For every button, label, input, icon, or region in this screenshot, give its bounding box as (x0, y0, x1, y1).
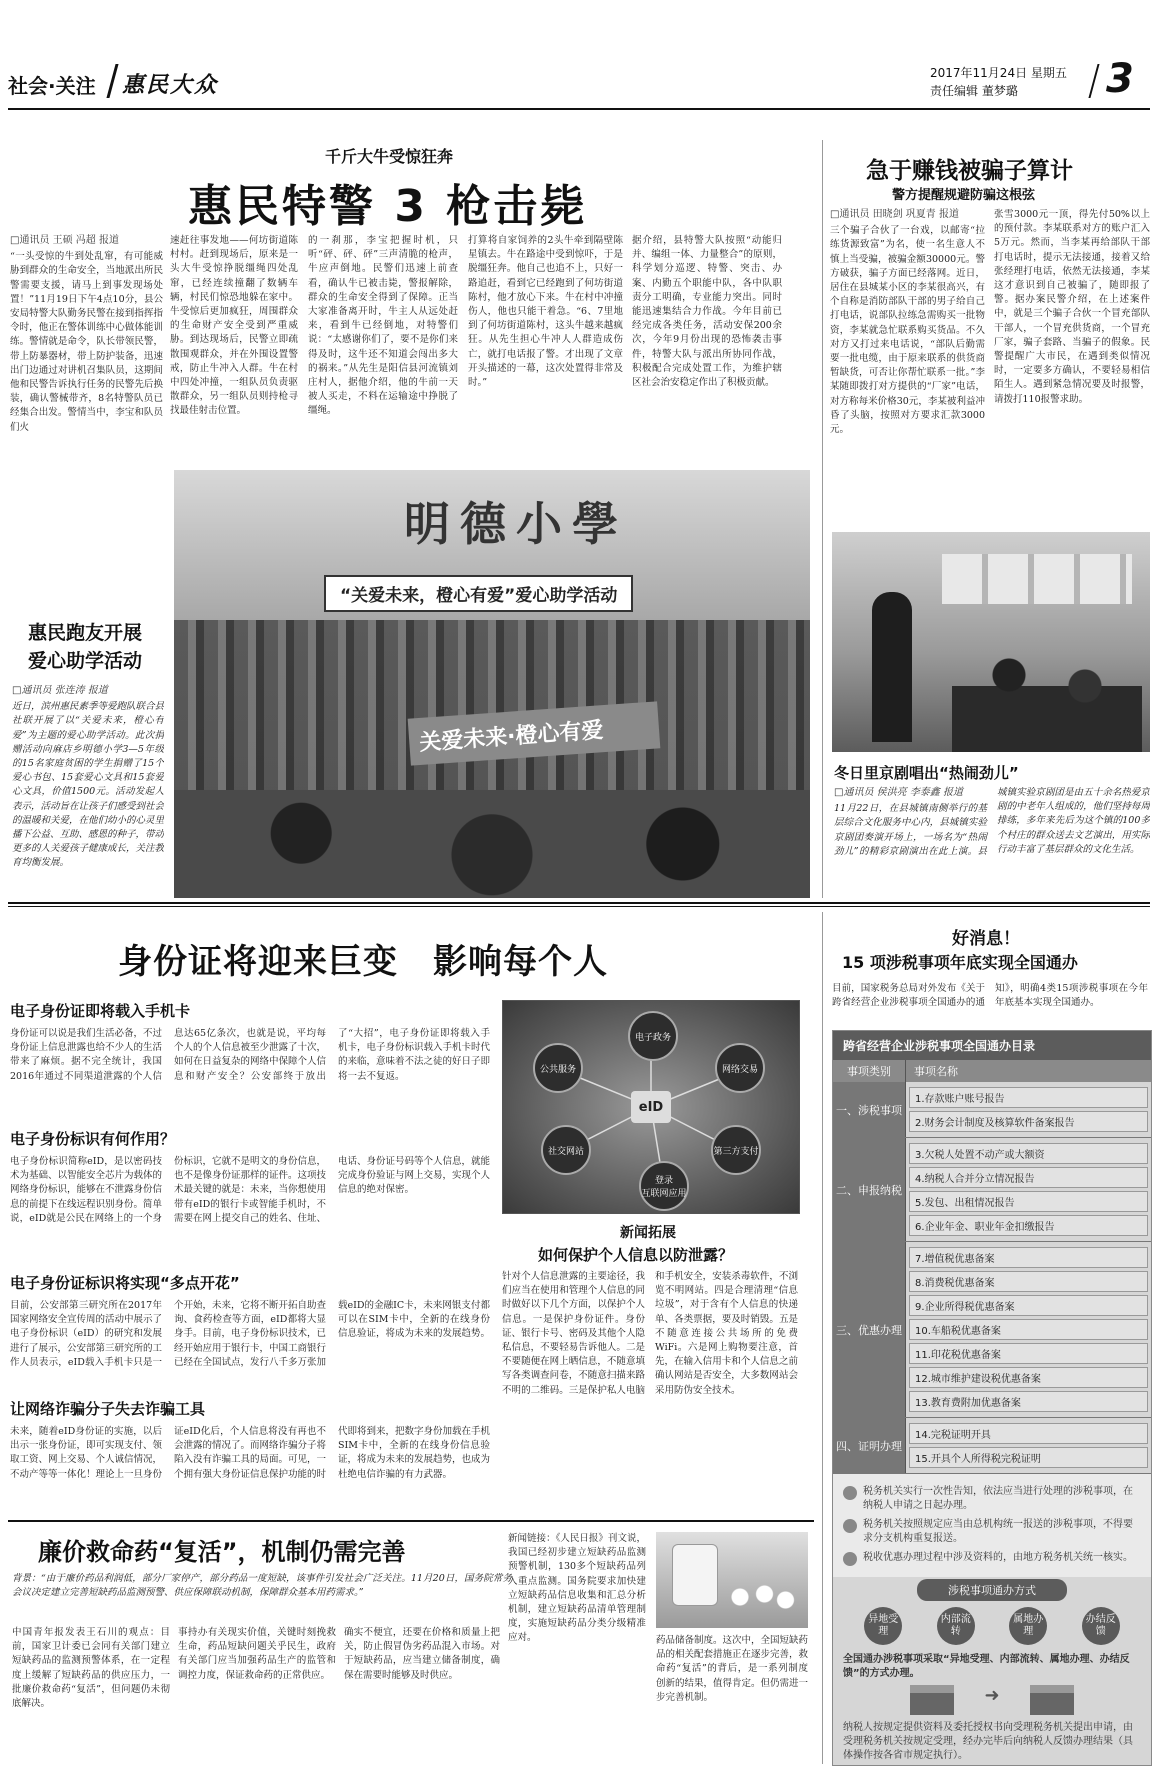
tax-body: 目前，国家税务总局对外发布《关于跨省经营企业涉税事项全国通办的通知》，明确4类15项涉税事项在今年年底基本实现全国通办。 (832, 983, 1148, 1009)
lead-col-1-text: “一头受惊的牛到处乱窜，有可能威胁到群众的生命安全，当地派出所民警需要支援，请马上到事发现场处置！”11月19日下午4点10分，县公安局特警大队勤务民警在接到指挥指令时，他正在警体训练中心做体能训练。警情就是命令，队长带领民警，带上防暴器材，带上防护装备，迅速出门边通过对讲机召集队员，这期间他和民警告诉执行任务的民警先后换装，确认警械带齐，8名特警队员已经集合出发。警情当中，李宝和队员们火 (10, 251, 163, 433)
charity-headline-line2: 爱心助学活动 (28, 650, 143, 672)
tax-col-item: 事项名称 (914, 1065, 958, 1078)
tax-note (843, 1485, 1141, 1513)
fraud-headline: 急于赚钱被骗子算计 (866, 158, 1073, 184)
pill-bottle (672, 1544, 718, 1606)
tax-item: 3.欠税人处置不动产或大额资 (909, 1143, 1148, 1164)
brand-logo: 惠民大众 (122, 73, 219, 98)
bullet-icon (843, 1519, 857, 1533)
tax-category-row (833, 1082, 1151, 1138)
node-internet-login: 登录 互联网应用 (639, 1161, 689, 1211)
idcard-body-1: 身份证可以说是我们生活必备，不过身份证上信息泄露也给不少人的生活带来了麻烦。据不完全统计，我国2016年通过不同渠道泄露的个人信息达65亿条次，也就是说，平均每个人的个人信息被至少泄露了十次，如何在日益复杂的网络中保障个人信息和财产安全？公安部终于放出了“大招”，电子身份证即将载入手机卡，电子身份标识载入手机卡时代的来临，意味着不法之徒的好日子即将一去不复返。 (10, 1028, 490, 1082)
crowd-children (174, 620, 810, 790)
tax-category-label: 一、涉税事项 (833, 1082, 906, 1137)
tax-note (843, 1518, 1141, 1546)
tax-table-title: 跨省经营企业涉税事项全国通办目录 (833, 1031, 1151, 1060)
winter-byline: □通讯员 侯洪亮 李泰鑫 报道 (834, 787, 963, 798)
sidebar-title: 如何保护个人信息以防泄露？ (538, 1246, 734, 1264)
tax-item: 9.企业所得税优惠备案 (909, 1295, 1148, 1316)
charity-photo (174, 470, 810, 898)
activity-banner: “关爱未来，橙心有爱”爱心助学活动 (324, 575, 633, 612)
fraud-col-1 (830, 208, 985, 518)
tax-category-label: 二、申报纳税 (833, 1138, 906, 1241)
method-remote-accept: 异地受理 (864, 1607, 902, 1645)
medicine-col-3: 确实不便宜，还要在价格和质量上把关，防止假冒伪劣药品混入市场。对于短缺药品，应当建立储备制度，确保在需要时能够及时供应。 (344, 1627, 500, 1681)
tax-item: 8.消费税优惠备案 (909, 1271, 1148, 1292)
issue-date: 2017年11月24日 星期五 (930, 66, 1067, 80)
header-divider-slash (106, 64, 118, 98)
page-number: 3 (1106, 56, 1134, 102)
medicine-col-1: 中国青年报发表王石川的观点：目前，国家卫计委已会同有关部门建立短缺药品的监测预警体系，在一定程度上缓解了短缺药品的供应压力，一批廉价救命药“复活”，但问题仍未彻底解决。 (12, 1627, 170, 1710)
bullet-icon (843, 1486, 857, 1500)
tax-item: 1.存款账户账号报告 (909, 1087, 1148, 1108)
fraud-article (830, 208, 1150, 523)
tax-item: 15.开具个人所得税完税证明 (909, 1447, 1148, 1468)
tax-category-label: 三、优惠办理 (833, 1242, 906, 1417)
tax-note-text: 税务机关实行一次性告知，依法应当进行处理的涉税事项，在纳税人申请之日起办理。 (863, 1486, 1133, 1511)
bullet-icon (843, 1552, 857, 1566)
method-local-handle: 属地办理 (1009, 1607, 1047, 1645)
lead-kicker: 千斤大牛受惊狂奔 (325, 147, 454, 166)
lead-byline: □通讯员 王硕 冯超 报道 (10, 235, 119, 246)
tax-category-label: 四、证明办理 (833, 1418, 906, 1473)
node-third-party-pay: 第三方支付 (711, 1125, 761, 1175)
fraud-col-2: 张雪3000元一顶，得先付50%以上的预付款。李某联系对方的账户汇入5万元。然而，当李某再给部队干部打电话时，提示无法接通，接着又给张经理打电话，依然无法接通，李某这才意识到自己被骗了，随即报了警。据办案民警介绍，在上述案件中，就是三个骗子合伙一个冒充部队干部人，一个冒充供货商，一个冒充厂家，骗子套路、当骗子的假象。民警提醒广大市民，在遇到类似情况时，一定要多方确认，不要轻易相信陌生人。遇到紧急情况要及时报警，请拨打110报警求助。 (994, 209, 1150, 405)
lead-col-2: 速赶往事发地——何坊街道陈村村。赶到现场后，原来是一头大牛受惊挣脱缰绳四处乱窜，已经连续撞翻了数辆车辆，村民们惊恐地躲在家中。牛受惊后更加疯狂，周围群众的生命财产安全受到严重威胁。到达现场后，民警立即疏散围观群众，并在外围设置警戒，防止牛冲入人群。牛在村中四处冲撞，一组队员负责驱散群众，另一组队员则持枪寻找最佳射击位置。 (170, 235, 298, 417)
audience-heads (174, 790, 810, 898)
lead-article (10, 234, 810, 460)
idcard-subhead-3: 电子身份证标识将实现“多点开花” (10, 1274, 240, 1292)
tax-note-text: 税收优惠办理过程中涉及资料的，由地方税务机关统一核实。 (863, 1552, 1133, 1563)
lead-col-3: 的一刹那，李宝把握时机，只听“砰、砰、砰”三声清脆的枪声，牛应声倒地。民警们迅速上前查看，确认牛已被击毙，警报解除，群众的生命安全得到了保障。正当大家准备离开时，牛主人从远处赶来，看到牛已经倒地，对特警们说：“太感谢你们了，要不是你们来得及时，这牛还不知道会闯出多大的祸来。”从先生是阳信县河流镇刘庄村人，据他介绍，他的牛前一天被人买走，不料在运输途中挣脱了缰绳。 (308, 235, 458, 417)
charity-byline: □通讯员 张连涛 报道 (12, 685, 108, 696)
tax-headline: 15 项涉税事项年底实现全国通办 (842, 953, 1078, 972)
idcard-subhead-4: 让网络诈骗分子失去诈骗工具 (10, 1400, 206, 1418)
section-label: 社会·关注 (8, 74, 96, 98)
fraud-col-1-text: 三个骗子合伙了一台戏，以邮寄“拉练货源致富”为名，使一名生意人不慎上当受骗，被骗金额30000元。警方破获，骗子方面已经落网。近日，居住在县城某小区的李某很高兴，有个自称是消防部队干部的男子给自己打电话，说部队拉练急需购买一批物资，李某就急忙联系购买货品。不久对方又打过来电话说，“部队后勤需要一批电缆，由于原来联系的供货商暂缺货，可否让你帮忙联系一批。”李某随即拨打对方提供的“厂家”电话，对方称每米价格30元，李某被利益冲昏了头脑，按照对方要求汇款3000元。 (830, 225, 985, 436)
tax-item: 4.纳税人合并分立情况报告 (909, 1167, 1148, 1188)
idcard-section-2 (10, 1128, 490, 1264)
node-online-trade: 网络交易 (715, 1043, 765, 1093)
tax-item: 7.增值税优惠备案 (909, 1247, 1148, 1268)
medicine-headline: 廉价救命药“复活”，机制仍需完善 (38, 1538, 406, 1566)
lead-col-5: 据介绍，县特警大队按照“动能归并、编组一体、力量整合”的原则，科学划分巡逻、特警、突击、办案、内勤五个职能中队，各中队职责分工明确，专业能力突出。同时能迅速集结合力作战。今年目前已经完成各类任务，活动安保200余次，今年9月份出现的恐怖袭击事件，特警大队与派出所协同作战，积极配合完成处置工作，为维护辖区社会治安稳定作出了积极贡献。 (632, 235, 782, 389)
singer-figure (872, 592, 912, 742)
winter-headline: 冬日里京剧唱出“热闹劲儿” (834, 764, 1019, 782)
medicine-intro: 背景：“由于廉价药品利润低，部分厂家停产，部分药品一度短缺，该事件引发社会广泛关注。11月20日，国务院常务会议决定建立完善短缺药品监测预警、供应保障联动机制，保障群众基本用药需求。” (12, 1573, 512, 1599)
tax-methods (833, 1607, 1151, 1645)
idcard-headline: 身份证将迎来巨变 影响每个人 (118, 942, 608, 982)
responsible-editor: 责任编辑 董梦璐 (930, 84, 1018, 98)
idcard-section-3 (10, 1272, 490, 1392)
right-rail-divider (822, 912, 823, 1764)
tax-note-text: 税务机关按照规定应当由总机构统一报送的涉税事项，不得要求分支机构重复报送。 (863, 1519, 1133, 1544)
pill-cluster (726, 1582, 796, 1612)
charity-article (12, 684, 164, 898)
tax-item: 2.财务会计制度及核算软件备案报告 (909, 1111, 1148, 1132)
eid-chip: eID (631, 1091, 671, 1123)
idcard-body-4: 未来，随着eID身份证的实施，以后出示一张身份证，即可实现支付、领取工资、网上交易、个人诚信情况，不动产等等一体化！理论上一旦身份证eID化后，个人信息将没有再也不会泄露的情况了。而网络诈骗分子将陷入没有诈骗工具的局面。可见，一个拥有强大身份证信息保护功能的时代即将到来，把数字身份加载在手机SIM卡中，全新的在线身份信息验证，将成为未来的发展趋势，也成为杜绝电信诈骗的有力武器。 (10, 1426, 490, 1480)
tax-note (843, 1551, 1141, 1566)
medicine-col-5: 药品储备制度。这次中，全国短缺药品的相关配套措施正在逐步完善，救命药“复活”的背后，是一系列制度创新的结果，值得肯定。但仍需进一步完善机制。 (656, 1635, 808, 1703)
mid-section-rule (8, 902, 1150, 904)
winter-text: 11月22日，在县城镇南侧举行的基层综合文化服务中心内，县城镇实验京剧团奏演开场上，一场名为“热闹劲儿”的精彩京剧演出在此上演。县城镇实验京剧团是由五十余名热爱京剧的中老年人组成的，他们坚持每周排练，多年来先后为这个镇的100多个村庄的群众送去文艺演出，用实际行动丰富了基层群众的文化生活。 (834, 787, 1150, 857)
tax-infographic (832, 1030, 1152, 1766)
tax-item: 10.车船税优惠备案 (909, 1319, 1148, 1340)
medicine-col-4: 新闻链接：《人民日报》刊文说，我国已经初步建立短缺药品监测预警机制，130多个短缺药品列入重点监测。国务院要求加快建立短缺药品信息收集和汇总分析机制，建立短缺药品清单管理制度，实施短缺药品分类分级精准应对。 (508, 1533, 646, 1644)
node-social-sites: 社交网站 (541, 1125, 591, 1175)
tax-item: 11.印花税优惠备案 (909, 1343, 1148, 1364)
idcard-subhead-2: 电子身份标识有何作用？ (10, 1130, 176, 1148)
tax-footer-note: 纳税人按规定提供资料及委托授权书向受理税务机关提出申请，由受理税务机关按规定受理，经办完毕后向纳税人反馈办理结果（具体操作按各省市规定执行）。 (843, 1722, 1133, 1761)
tax-category-row (833, 1242, 1151, 1418)
sidebar-kicker: 新闻拓展 (620, 1225, 676, 1241)
idcard-body-2: 电子身份标识简称eID，是以密码技术为基础、以智能安全芯片为载体的网络身份标识，能够在不泄露身份信息的前提下在线远程识别身份。简单说，eID就是公民在网络上的一个身份标识，它就不是明文的身份信息，也不是像身份证那样的证件。这项技术最关键的就是：未来，当你想使用带有eID的银行卡或智能手机时，不需要在网上提交自己的姓名、住址、电话、身份证号码等个人信息，就能完成身份验证与网上交易，实现个人信息的绝对保密。 (10, 1156, 490, 1224)
tax-item: 14.完税证明开具 (909, 1423, 1148, 1444)
tax-table-header (833, 1060, 1151, 1082)
lower-rule (8, 1520, 814, 1522)
node-public-service: 公共服务 (533, 1043, 583, 1093)
arrow-right-icon: ➜ (984, 1685, 1000, 1706)
tax-notes (833, 1474, 1151, 1577)
lead-col-4: 打算将自家饲养的2头牛牵到隔壁陈星镇去。牛在路途中受到惊吓，于是脱缰狂奔。他自己也追不上，只好一路追赶，看到它已经跑到了何坊街道陈村，他才放心下来。牛在村中冲撞伤人，他也只能干着急。“6、7里地到了何坊街道陈村，这头牛越来越疯狂。从先生担心牛冲人人群造成伤亡，就打电话报了警。才出现了文章开头描述的一幕，这次处置得非常及时。” (468, 235, 623, 389)
page-header (8, 56, 1148, 110)
tax-col-category: 事项类别 (833, 1060, 906, 1082)
idcard-section-4 (10, 1398, 490, 1516)
tax-item: 13.教育费附加优惠备案 (909, 1391, 1148, 1412)
tax-category-row (833, 1418, 1151, 1474)
sidebar-body: 针对个人信息泄露的主要途径，我们应当在使用和管理个人信息的同时做好以下几个方面，以保护个人信息。一是保护身份证件。身份证、银行卡号、密码及其他个人隐私信息，不要轻易告诉他人。二是不要随便在网上晒信息，不随意填写各类调查问卷，不随意扫描来路不明的二维码。三是保护私人电脑和手机安全，安装杀毒软件，不浏览不明网站。四是合理清理“信息垃圾”，对于含有个人信息的快递单、各类票据，要及时销毁。五是不随意连接公共场所的免费WiFi。六是网上购物要注意，首先，在输入信用卡和个人信息之前确认网站是否安全，大多数网站会采用防伪安全技术。 (502, 1271, 798, 1396)
pills-photo (656, 1532, 808, 1628)
method-feedback: 办结反馈 (1082, 1607, 1120, 1645)
page-slash (1088, 64, 1099, 98)
method-internal-transfer: 内部流转 (937, 1607, 975, 1645)
column-divider (822, 140, 823, 898)
tax-kicker: 好消息！ (952, 929, 1020, 949)
node-e-government: 电子政务 (628, 1011, 678, 1061)
lead-headline: 惠民特警 3 枪击毙 (188, 181, 588, 232)
tax-item: 6.企业年金、职业年金扣缴报告 (909, 1215, 1148, 1236)
eid-diagram (502, 1000, 800, 1214)
tax-item: 5.发包、出租情况报告 (909, 1191, 1148, 1212)
idcard-section-1 (10, 1000, 490, 1120)
mid-section-rule-2 (8, 906, 1150, 907)
tax-step-icons (833, 1685, 1151, 1715)
winter-article (834, 786, 1150, 896)
tax-category-row (833, 1138, 1151, 1242)
idcard-subhead-1: 电子身份证即将载入手机卡 (10, 1002, 191, 1020)
fraud-byline: □通讯员 田晓剑 巩夏青 报道 (830, 209, 959, 220)
wall-posters (942, 554, 1132, 604)
fraud-subhead: 警方提醒规避防骗这根弦 (892, 188, 1036, 203)
opera-photo (832, 532, 1150, 752)
header-rule (8, 108, 1150, 110)
pink-flag: 关爱未来·橙心有爱 (408, 701, 661, 765)
building-icon (1030, 1685, 1074, 1715)
musicians (952, 642, 1142, 752)
building-icon (910, 1685, 954, 1715)
idcard-body-3: 目前，公安部第三研究所在2017年国家网络安全宣传周的活动中展示了电子身份标识（eID）的研究和发展进行了展示，公安部第三研究所的工作人员表示，eID载入手机卡只是一个开始，未来，它将不断开拓自助查询、食药检查等方面，eID都将大显身手。目前，电子身份标识技术，已经开始应用于银行卡，中国工商银行已经在全国试点，发行八千多万张加载eID的金融IC卡，未来网银支付都可以在SIM卡中，全新的在线身份信息验证，将成为未来的发展趋势。 (10, 1300, 490, 1368)
charity-headline-line1: 惠民跑友开展 (28, 622, 143, 644)
lead-col-1 (10, 234, 163, 460)
tax-method-title: 涉税事项通办方式 (917, 1579, 1067, 1601)
charity-text: 近日，滨州惠民素季等爱跑队联合县社联开展了以“关爱未来，橙心有爱”为主题的爱心助学活动。此次捐赠活动向麻店乡明德小学3—5年级的15名家庭贫困的学生捐赠了15个爱心书包、15套爱心文具和15套爱心文具，价值1500元。活动发起人表示，活动旨在让孩子们感受到社会的温暖和关爱，在他们幼小的心灵里播下公益、互助、感恩的种子，带动更多的人关爱孩子健康成长，关注教育均衡发展。 (12, 701, 164, 869)
tax-method-caption: 全国通办涉税事项采取“异地受理、内部流转、属地办理、办结反馈”的方式办理。 (843, 1654, 1130, 1679)
school-sign: 明德小學 (404, 497, 628, 551)
tax-item: 12.城市维护建设税优惠备案 (909, 1367, 1148, 1388)
medicine-col-2: 事持办有关现实价值，关键时刻挽救生命，药品短缺问题关乎民生，政府有关部门应当加强药品生产的监管和调控力度，保证救命药的正常供应。 (178, 1627, 336, 1681)
